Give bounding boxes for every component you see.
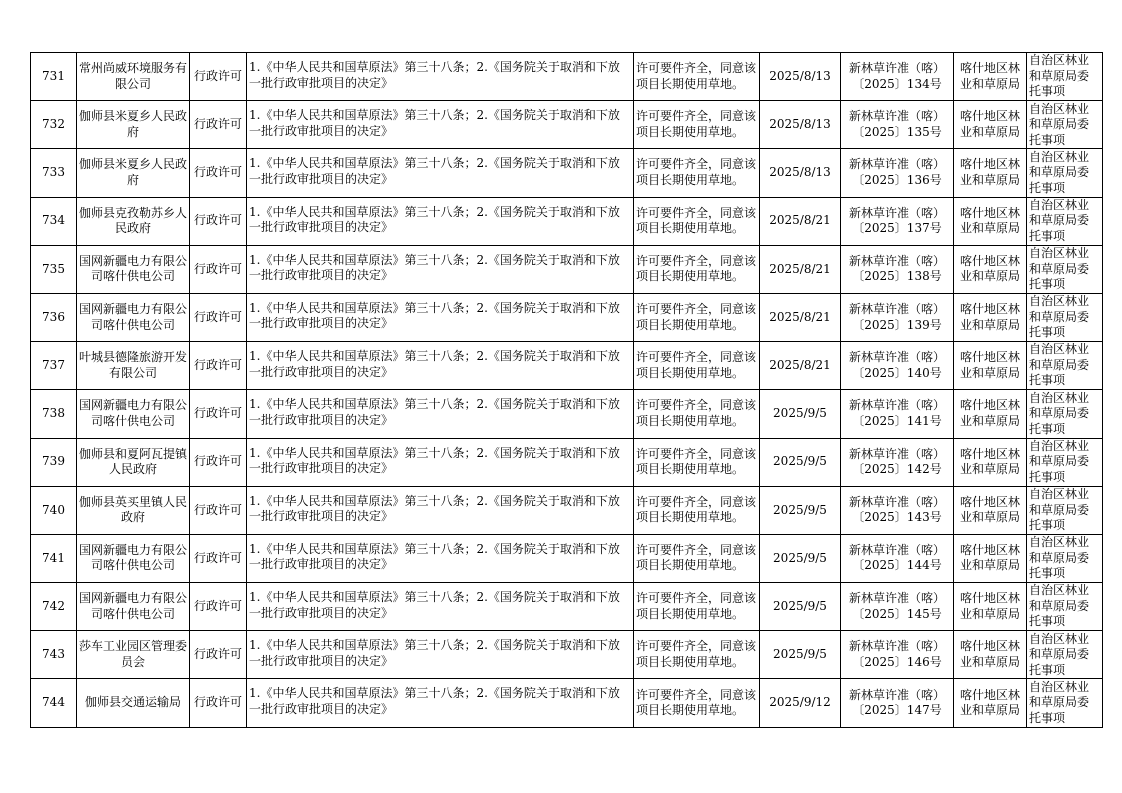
row-number: 741 [31, 534, 77, 582]
decision-date: 2025/9/5 [760, 534, 841, 582]
legal-basis: 1.《中华人民共和国草原法》第三十八条；2.《国务院关于取消和下放一批行政审批项目的决定》 [247, 342, 634, 390]
document-number: 新林草许准（喀）〔2025〕136号 [841, 149, 954, 197]
issuing-authority: 喀什地区林业和草原局 [954, 101, 1027, 149]
decision-date: 2025/8/21 [760, 293, 841, 341]
row-number: 735 [31, 245, 77, 293]
table-row [31, 486, 1103, 534]
action-type: 行政许可 [190, 149, 247, 197]
decision-date: 2025/9/5 [760, 583, 841, 631]
action-type: 行政许可 [190, 438, 247, 486]
remarks: 自治区林业和草原局委托事项 [1027, 583, 1103, 631]
applicant-name: 伽师县米夏乡人民政府 [77, 149, 190, 197]
decision-date: 2025/9/5 [760, 438, 841, 486]
document-number: 新林草许准（喀）〔2025〕145号 [841, 583, 954, 631]
permit-table [30, 52, 1103, 728]
issuing-authority: 喀什地区林业和草原局 [954, 245, 1027, 293]
table-row [31, 342, 1103, 390]
document-number: 新林草许准（喀）〔2025〕142号 [841, 438, 954, 486]
permit-table-body [31, 53, 1103, 728]
decision-date: 2025/9/12 [760, 679, 841, 727]
row-number: 744 [31, 679, 77, 727]
applicant-name: 伽师县英买里镇人民政府 [77, 486, 190, 534]
legal-basis: 1.《中华人民共和国草原法》第三十八条；2.《国务院关于取消和下放一批行政审批项目的决定》 [247, 486, 634, 534]
table-row [31, 53, 1103, 101]
applicant-name: 国网新疆电力有限公司喀什供电公司 [77, 583, 190, 631]
remarks: 自治区林业和草原局委托事项 [1027, 149, 1103, 197]
row-number: 743 [31, 631, 77, 679]
legal-basis: 1.《中华人民共和国草原法》第三十八条；2.《国务院关于取消和下放一批行政审批项目的决定》 [247, 679, 634, 727]
document-number: 新林草许准（喀）〔2025〕140号 [841, 342, 954, 390]
action-type: 行政许可 [190, 53, 247, 101]
legal-basis: 1.《中华人民共和国草原法》第三十八条；2.《国务院关于取消和下放一批行政审批项目的决定》 [247, 293, 634, 341]
issuing-authority: 喀什地区林业和草原局 [954, 53, 1027, 101]
action-type: 行政许可 [190, 583, 247, 631]
row-number: 742 [31, 583, 77, 631]
action-type: 行政许可 [190, 390, 247, 438]
document-number: 新林草许准（喀）〔2025〕143号 [841, 486, 954, 534]
issuing-authority: 喀什地区林业和草原局 [954, 583, 1027, 631]
decision-content: 许可要件齐全，同意该项目长期使用草地。 [634, 293, 760, 341]
row-number: 731 [31, 53, 77, 101]
remarks: 自治区林业和草原局委托事项 [1027, 534, 1103, 582]
legal-basis: 1.《中华人民共和国草原法》第三十八条；2.《国务院关于取消和下放一批行政审批项目的决定》 [247, 631, 634, 679]
row-number: 740 [31, 486, 77, 534]
issuing-authority: 喀什地区林业和草原局 [954, 631, 1027, 679]
decision-content: 许可要件齐全，同意该项目长期使用草地。 [634, 245, 760, 293]
row-number: 737 [31, 342, 77, 390]
remarks: 自治区林业和草原局委托事项 [1027, 245, 1103, 293]
applicant-name: 叶城县德隆旅游开发有限公司 [77, 342, 190, 390]
applicant-name: 国网新疆电力有限公司喀什供电公司 [77, 293, 190, 341]
document-number: 新林草许准（喀）〔2025〕134号 [841, 53, 954, 101]
applicant-name: 国网新疆电力有限公司喀什供电公司 [77, 245, 190, 293]
applicant-name: 莎车工业园区管理委员会 [77, 631, 190, 679]
row-number: 733 [31, 149, 77, 197]
applicant-name: 伽师县克孜勒苏乡人民政府 [77, 197, 190, 245]
table-row [31, 679, 1103, 727]
issuing-authority: 喀什地区林业和草原局 [954, 486, 1027, 534]
remarks: 自治区林业和草原局委托事项 [1027, 197, 1103, 245]
decision-date: 2025/8/13 [760, 149, 841, 197]
decision-content: 许可要件齐全，同意该项目长期使用草地。 [634, 197, 760, 245]
document-number: 新林草许准（喀）〔2025〕135号 [841, 101, 954, 149]
decision-content: 许可要件齐全，同意该项目长期使用草地。 [634, 390, 760, 438]
decision-content: 许可要件齐全，同意该项目长期使用草地。 [634, 438, 760, 486]
action-type: 行政许可 [190, 486, 247, 534]
decision-date: 2025/9/5 [760, 390, 841, 438]
remarks: 自治区林业和草原局委托事项 [1027, 293, 1103, 341]
table-row [31, 438, 1103, 486]
remarks: 自治区林业和草原局委托事项 [1027, 390, 1103, 438]
remarks: 自治区林业和草原局委托事项 [1027, 631, 1103, 679]
applicant-name: 常州尚威环境服务有限公司 [77, 53, 190, 101]
legal-basis: 1.《中华人民共和国草原法》第三十八条；2.《国务院关于取消和下放一批行政审批项目的决定》 [247, 534, 634, 582]
legal-basis: 1.《中华人民共和国草原法》第三十八条；2.《国务院关于取消和下放一批行政审批项目的决定》 [247, 583, 634, 631]
document-number: 新林草许准（喀）〔2025〕138号 [841, 245, 954, 293]
action-type: 行政许可 [190, 679, 247, 727]
legal-basis: 1.《中华人民共和国草原法》第三十八条；2.《国务院关于取消和下放一批行政审批项目的决定》 [247, 438, 634, 486]
decision-date: 2025/8/21 [760, 197, 841, 245]
table-row [31, 390, 1103, 438]
decision-date: 2025/8/21 [760, 245, 841, 293]
decision-content: 许可要件齐全，同意该项目长期使用草地。 [634, 342, 760, 390]
issuing-authority: 喀什地区林业和草原局 [954, 679, 1027, 727]
action-type: 行政许可 [190, 197, 247, 245]
table-row [31, 101, 1103, 149]
decision-content: 许可要件齐全，同意该项目长期使用草地。 [634, 486, 760, 534]
table-row [31, 631, 1103, 679]
decision-content: 许可要件齐全，同意该项目长期使用草地。 [634, 101, 760, 149]
remarks: 自治区林业和草原局委托事项 [1027, 342, 1103, 390]
decision-content: 许可要件齐全，同意该项目长期使用草地。 [634, 149, 760, 197]
remarks: 自治区林业和草原局委托事项 [1027, 438, 1103, 486]
row-number: 732 [31, 101, 77, 149]
legal-basis: 1.《中华人民共和国草原法》第三十八条；2.《国务院关于取消和下放一批行政审批项目的决定》 [247, 53, 634, 101]
issuing-authority: 喀什地区林业和草原局 [954, 197, 1027, 245]
action-type: 行政许可 [190, 534, 247, 582]
decision-date: 2025/9/5 [760, 631, 841, 679]
legal-basis: 1.《中华人民共和国草原法》第三十八条；2.《国务院关于取消和下放一批行政审批项目的决定》 [247, 197, 634, 245]
remarks: 自治区林业和草原局委托事项 [1027, 53, 1103, 101]
decision-content: 许可要件齐全，同意该项目长期使用草地。 [634, 583, 760, 631]
legal-basis: 1.《中华人民共和国草原法》第三十八条；2.《国务院关于取消和下放一批行政审批项目的决定》 [247, 390, 634, 438]
table-row [31, 197, 1103, 245]
decision-date: 2025/8/13 [760, 101, 841, 149]
action-type: 行政许可 [190, 245, 247, 293]
action-type: 行政许可 [190, 342, 247, 390]
issuing-authority: 喀什地区林业和草原局 [954, 149, 1027, 197]
applicant-name: 伽师县米夏乡人民政府 [77, 101, 190, 149]
decision-date: 2025/8/13 [760, 53, 841, 101]
document-number: 新林草许准（喀）〔2025〕141号 [841, 390, 954, 438]
table-row [31, 293, 1103, 341]
action-type: 行政许可 [190, 293, 247, 341]
row-number: 736 [31, 293, 77, 341]
table-row [31, 534, 1103, 582]
decision-content: 许可要件齐全，同意该项目长期使用草地。 [634, 534, 760, 582]
issuing-authority: 喀什地区林业和草原局 [954, 390, 1027, 438]
decision-content: 许可要件齐全，同意该项目长期使用草地。 [634, 631, 760, 679]
document-number: 新林草许准（喀）〔2025〕147号 [841, 679, 954, 727]
table-row [31, 583, 1103, 631]
row-number: 734 [31, 197, 77, 245]
decision-date: 2025/9/5 [760, 486, 841, 534]
decision-date: 2025/8/21 [760, 342, 841, 390]
applicant-name: 国网新疆电力有限公司喀什供电公司 [77, 534, 190, 582]
document-number: 新林草许准（喀）〔2025〕137号 [841, 197, 954, 245]
document-number: 新林草许准（喀）〔2025〕139号 [841, 293, 954, 341]
row-number: 739 [31, 438, 77, 486]
action-type: 行政许可 [190, 101, 247, 149]
table-row [31, 245, 1103, 293]
document-number: 新林草许准（喀）〔2025〕144号 [841, 534, 954, 582]
row-number: 738 [31, 390, 77, 438]
action-type: 行政许可 [190, 631, 247, 679]
remarks: 自治区林业和草原局委托事项 [1027, 101, 1103, 149]
document-number: 新林草许准（喀）〔2025〕146号 [841, 631, 954, 679]
applicant-name: 伽师县交通运输局 [77, 679, 190, 727]
legal-basis: 1.《中华人民共和国草原法》第三十八条；2.《国务院关于取消和下放一批行政审批项目的决定》 [247, 101, 634, 149]
issuing-authority: 喀什地区林业和草原局 [954, 534, 1027, 582]
issuing-authority: 喀什地区林业和草原局 [954, 438, 1027, 486]
applicant-name: 伽师县和夏阿瓦提镇人民政府 [77, 438, 190, 486]
table-row [31, 149, 1103, 197]
issuing-authority: 喀什地区林业和草原局 [954, 342, 1027, 390]
applicant-name: 国网新疆电力有限公司喀什供电公司 [77, 390, 190, 438]
remarks: 自治区林业和草原局委托事项 [1027, 679, 1103, 727]
issuing-authority: 喀什地区林业和草原局 [954, 293, 1027, 341]
document-page [30, 52, 1103, 728]
decision-content: 许可要件齐全，同意该项目长期使用草地。 [634, 679, 760, 727]
legal-basis: 1.《中华人民共和国草原法》第三十八条；2.《国务院关于取消和下放一批行政审批项目的决定》 [247, 149, 634, 197]
decision-content: 许可要件齐全，同意该项目长期使用草地。 [634, 53, 760, 101]
remarks: 自治区林业和草原局委托事项 [1027, 486, 1103, 534]
legal-basis: 1.《中华人民共和国草原法》第三十八条；2.《国务院关于取消和下放一批行政审批项目的决定》 [247, 245, 634, 293]
